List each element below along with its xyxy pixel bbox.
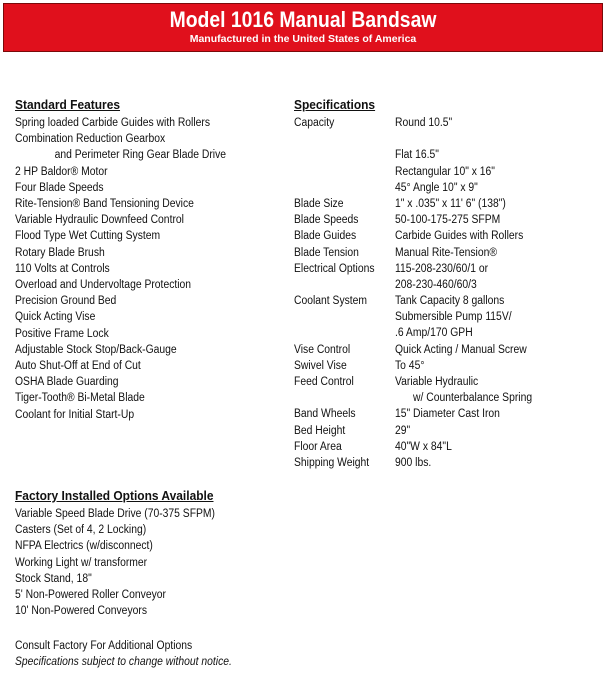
spec-label: Blade Guides (294, 230, 357, 243)
page-subtitle: Manufactured in the United States of America (189, 33, 417, 45)
factory-options-section (15, 488, 237, 619)
option-item: Stock Stand, 18" (15, 572, 92, 585)
feature-item: Coolant for Initial Start-Up (15, 408, 135, 421)
spec-row (294, 147, 594, 163)
feature-item: Flood Type Wet Cutting System (15, 230, 161, 243)
spec-row (294, 358, 594, 374)
spec-label: Vise Control (294, 343, 351, 356)
spec-value: Manual Rite-Tension® (395, 246, 497, 259)
spec-row (294, 342, 594, 358)
option-item: 5' Non-Powered Roller Conveyor (15, 589, 166, 602)
option-item: Variable Speed Blade Drive (70-375 SFPM) (15, 508, 216, 520)
footer-section (15, 638, 256, 670)
feature-item: and Perimeter Ring Gear Blade Drive (54, 149, 227, 162)
spec-row (294, 277, 594, 293)
spec-label (294, 164, 385, 180)
spec-value: 900 lbs. (395, 456, 432, 469)
feature-item: Overload and Undervoltage Protection (15, 279, 192, 292)
spec-row (294, 390, 594, 406)
spec-label (294, 325, 385, 341)
spec-label (294, 309, 385, 325)
option-item: NFPA Electrics (w/disconnect) (15, 540, 153, 553)
feature-item: 2 HP Baldor® Motor (15, 165, 108, 178)
spec-label: Bed Height (294, 424, 346, 437)
spec-row (294, 309, 594, 325)
spec-row (294, 374, 594, 390)
spec-row (294, 325, 594, 341)
spec-label (294, 277, 385, 293)
specifications-heading: Specifications (294, 97, 376, 112)
spec-label (294, 147, 385, 163)
spec-value: To 45° (395, 359, 425, 372)
spec-label (294, 180, 385, 196)
feature-item: Tiger-Tooth® Bi-Metal Blade (15, 392, 145, 405)
spec-value: Tank Capacity 8 gallons (395, 295, 505, 308)
spec-value: 50-100-175-275 SFPM (395, 214, 501, 227)
spec-row (294, 164, 594, 180)
spec-value: Submersible Pump 115V/ (395, 311, 512, 324)
spec-row (294, 212, 594, 228)
feature-item: Positive Frame Lock (15, 327, 109, 340)
feature-item: Spring loaded Carbide Guides with Rollers (15, 117, 211, 129)
feature-item: Auto Shut-Off at End of Cut (15, 360, 141, 373)
spec-label: Blade Tension (294, 246, 359, 259)
feature-item: OSHA Blade Guarding (15, 376, 119, 389)
spec-value: Rectangular 10" x 16" (395, 165, 495, 178)
spec-value: 208-230-460/60/3 (395, 278, 477, 291)
spec-value: Variable Hydraulic (395, 376, 479, 388)
spec-label (294, 131, 385, 147)
standard-features-heading: Standard Features (15, 97, 121, 112)
feature-item: Quick Acting Vise (15, 311, 96, 324)
disclaimer-note: Specifications subject to change without notice. (15, 656, 232, 669)
option-item: 10' Non-Powered Conveyors (15, 605, 148, 618)
spec-label: Swivel Vise (294, 359, 347, 372)
feature-item: Variable Hydraulic Downfeed Control (15, 214, 184, 227)
spec-row (294, 115, 594, 131)
spec-label: Blade Size (294, 197, 344, 210)
spec-label: Shipping Weight (294, 456, 370, 469)
spec-row (294, 228, 594, 244)
spec-value: Carbide Guides with Rollers (395, 230, 524, 243)
spec-value: w/ Counterbalance Spring (413, 392, 533, 405)
spec-label: Electrical Options (294, 262, 375, 275)
spec-label: Band Wheels (294, 408, 356, 421)
feature-item: Rite-Tension® Band Tensioning Device (15, 198, 194, 211)
spec-value: Flat 16.5" (395, 149, 439, 162)
spec-value: .6 Amp/170 GPH (395, 327, 473, 340)
spec-label: Feed Control (294, 376, 354, 388)
spec-label: Capacity (294, 117, 335, 129)
spec-value: 40"W x 84"L (395, 440, 452, 453)
feature-item: Adjustable Stock Stop/Back-Gauge (15, 343, 177, 356)
spec-row (294, 131, 594, 147)
spec-label: Blade Speeds (294, 214, 359, 227)
spec-row (294, 455, 594, 471)
spec-value: 15" Diameter Cast Iron (395, 408, 500, 421)
spec-row (294, 180, 594, 196)
spec-value: 45° Angle 10" x 9" (395, 181, 478, 194)
option-item: Working Light w/ transformer (15, 556, 148, 569)
spec-value: 115-208-230/60/1 or (395, 262, 489, 275)
consult-note: Consult Factory For Additional Options (15, 640, 193, 652)
specifications-table (294, 115, 594, 471)
spec-row (294, 423, 594, 439)
factory-options-heading: Factory Installed Options Available (15, 488, 214, 503)
standard-features-section (15, 97, 249, 423)
option-item: Casters (Set of 4, 2 Locking) (15, 524, 147, 537)
spec-row (294, 196, 594, 212)
spec-row (294, 245, 594, 261)
feature-item: Rotary Blade Brush (15, 246, 105, 259)
spec-value: 1" x .035" x 11' 6" (138") (395, 197, 506, 210)
feature-item: Four Blade Speeds (15, 181, 104, 194)
spec-row (294, 261, 594, 277)
spec-row (294, 293, 594, 309)
spec-value: Quick Acting / Manual Screw (395, 343, 527, 356)
spec-row (294, 439, 594, 455)
spec-label: Floor Area (294, 440, 342, 453)
spec-value: Round 10.5" (395, 117, 453, 129)
spec-value: 29" (395, 424, 411, 437)
spec-label: Coolant System (294, 295, 368, 308)
title-banner (3, 3, 603, 52)
spec-label (294, 390, 385, 406)
feature-item: Precision Ground Bed (15, 295, 117, 308)
feature-item: Combination Reduction Gearbox (15, 133, 166, 146)
specifications-section (294, 97, 594, 471)
feature-item: 110 Volts at Controls (15, 262, 110, 275)
spec-row (294, 406, 594, 422)
page-title: Model 1016 Manual Bandsaw (169, 7, 437, 32)
